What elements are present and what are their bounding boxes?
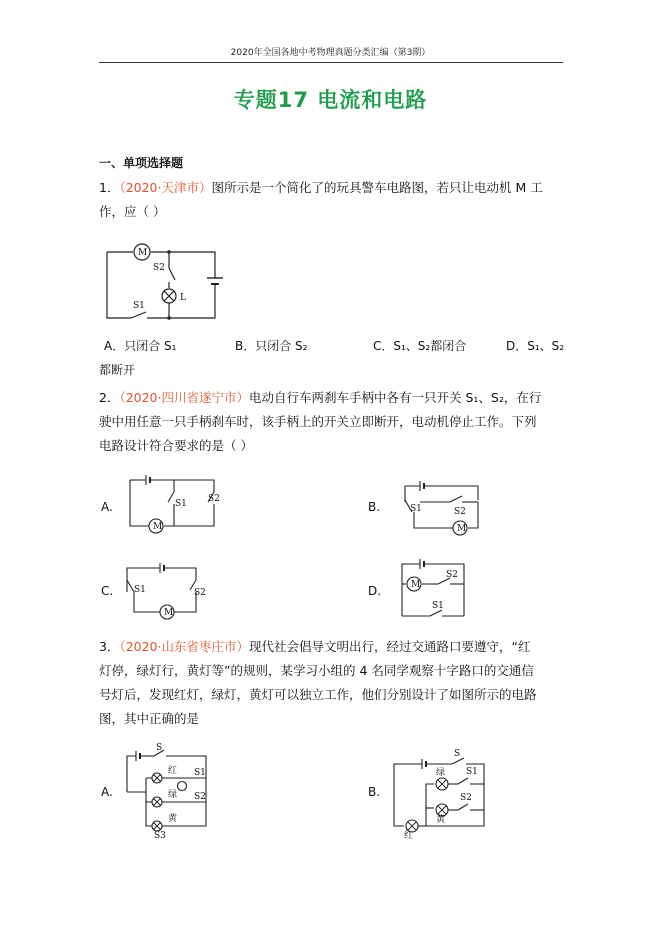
q2-option-a[interactable]: A. (101, 500, 113, 514)
q1-line-1 (99, 176, 569, 199)
q1-option-d[interactable]: D．S₁、S₂ (506, 339, 565, 353)
q3a-red: 红 (168, 766, 178, 776)
motor-label: M (138, 248, 148, 258)
q2a-s1: S1 (175, 499, 187, 509)
q2-text: 电动自行车两刹车手柄中各有一只开关 S₁、S₂，在行 (249, 390, 542, 405)
q3-circuit-a (124, 742, 219, 841)
q1-text: 图所示是一个简化了的玩具警车电路图，若只让电动机 M 工 (211, 180, 543, 195)
page-title: 专题17 电流和电路 (233, 88, 428, 112)
q1-option-a[interactable]: A．只闭合 S₁ (104, 339, 177, 353)
q3b-red: 红 (404, 831, 414, 841)
header-rule (99, 62, 563, 63)
q2d-s2: S2 (446, 570, 458, 580)
q1-option-d-tail: 都断开 (99, 363, 136, 377)
q2-circuit-d (398, 558, 483, 622)
q2-circuit-a (128, 474, 223, 538)
switch-s2-label: S2 (153, 263, 165, 273)
q2a-s2: S2 (208, 494, 220, 504)
q2-line-1 (99, 386, 569, 409)
q3a-green: 绿 (168, 790, 178, 800)
q3-line-3: 号灯后，发现红灯，绿灯，黄灯可以独立工作，他们分别设计了如图所示的电路 (99, 687, 537, 702)
q2d-s1: S1 (432, 601, 444, 611)
q2-number: 2． (99, 390, 120, 405)
q3a-s2: S2 (194, 792, 206, 802)
q3b-s2: S2 (460, 793, 472, 803)
q1-option-c[interactable]: C．S₁、S₂都闭合 (373, 339, 467, 353)
q3a-s3: S3 (154, 831, 166, 841)
q2b-s2: S2 (454, 507, 466, 517)
q3b-yellow: 黄 (436, 815, 446, 825)
q3b-switch: S (454, 749, 461, 759)
q3a-switch: S (156, 743, 163, 753)
q3-number: 3． (99, 639, 120, 654)
q2-option-b[interactable]: B. (368, 500, 381, 514)
q3-circuit-b (390, 744, 490, 841)
q1-number: 1． (99, 180, 120, 195)
q3-option-b[interactable]: B. (368, 785, 381, 799)
q2c-motor: M (164, 608, 174, 618)
q2c-s1: S1 (134, 585, 146, 595)
q2-option-d[interactable]: D. (368, 584, 382, 598)
q2-line-3: 电路设计符合要求的是（ ） (99, 438, 253, 453)
q3a-yellow: 黄 (168, 814, 178, 824)
q3-text: 现代社会倡导文明出行，经过交通路口要遵守，“红 (249, 639, 531, 654)
q3b-s1: S1 (466, 767, 478, 777)
q2a-motor: M (153, 522, 163, 532)
q3-line-4: 图，其中正确的是 (99, 711, 200, 726)
q3-line-1 (99, 635, 569, 658)
q3-source: （2020·山东省枣庄市） (119, 639, 249, 654)
q1-option-b[interactable]: B．只闭合 S₂ (235, 339, 308, 353)
switch-s1-label: S1 (133, 301, 145, 311)
q3b-green: 绿 (436, 768, 446, 778)
q3-line-2: 灯停，绿灯行，黄灯等”的规则，某学习小组的 4 名同学观察十字路口的交通信 (99, 663, 534, 678)
q2c-s2: S2 (194, 588, 206, 598)
page-header: 2020年全国各地中考物理真题分类汇编（第3期） (230, 48, 431, 58)
q1-circuit-diagram (105, 240, 235, 320)
q2b-s1: S1 (410, 504, 422, 514)
q1-source: （2020·天津市） (119, 180, 212, 195)
q1-line-2: 作，应（ ） (99, 204, 166, 219)
q2-option-c[interactable]: C. (101, 584, 114, 598)
q3a-s1: S1 (194, 768, 206, 778)
lamp-label: L (180, 293, 186, 303)
q2b-motor: M (457, 524, 467, 534)
q3-option-a[interactable]: A. (101, 785, 113, 799)
q2d-motor: M (411, 580, 421, 590)
q2-line-2: 驶中用任意一只手柄刹车时，该手柄上的开关立即断开，电动机停止工作。下列 (99, 414, 537, 429)
q2-source: （2020·四川省遂宁市） (119, 390, 249, 405)
q2-circuit-b (400, 476, 485, 538)
section-heading: 一、单项选择题 (99, 156, 184, 170)
q2-circuit-c (124, 562, 214, 622)
